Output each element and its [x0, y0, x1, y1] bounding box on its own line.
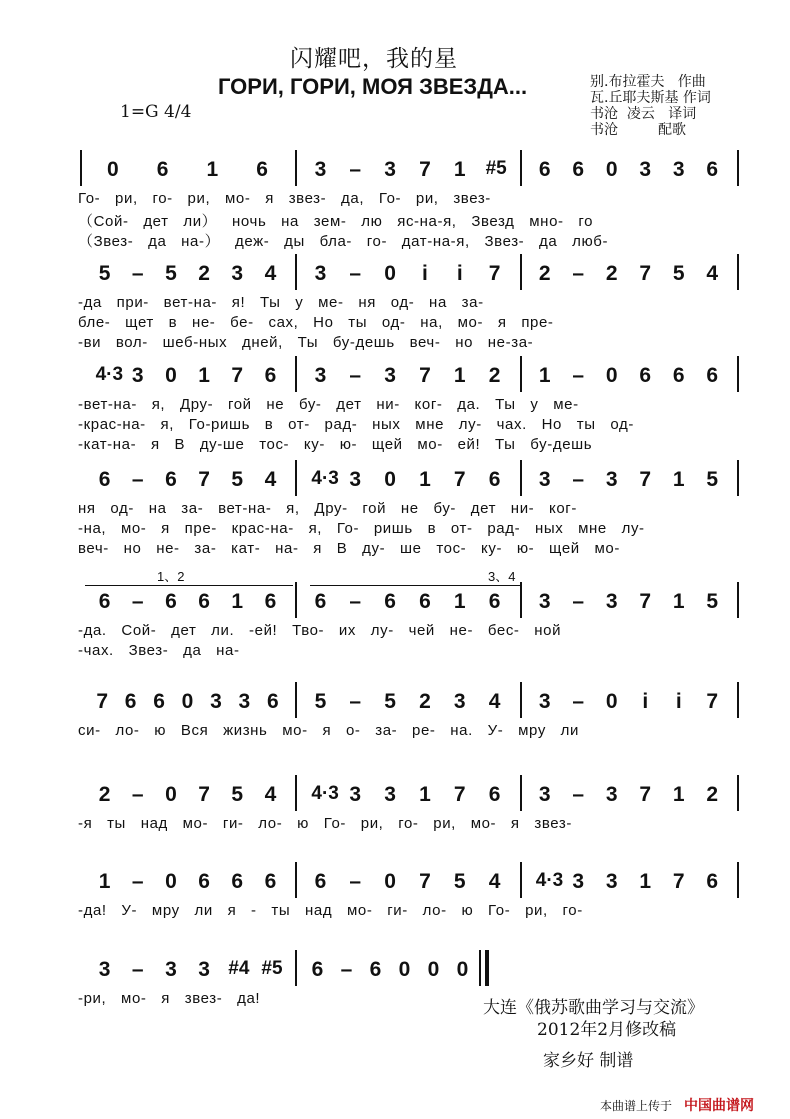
note: i: [456, 262, 463, 285]
note: 5: [314, 690, 327, 713]
note: 0: [456, 958, 469, 981]
note: 5: [706, 590, 719, 613]
note: –: [572, 690, 585, 713]
note: 6: [264, 364, 277, 387]
note: 4: [488, 690, 501, 713]
lyric-line: [0, 190, 790, 210]
barline: [520, 862, 522, 898]
note: 1: [672, 590, 685, 613]
note: 3: [538, 590, 551, 613]
note: 7: [488, 262, 501, 285]
note: 3: [605, 870, 618, 893]
note: 6: [98, 590, 111, 613]
lyric-line: [0, 540, 790, 560]
note: 6: [488, 783, 501, 806]
note: 3: [605, 590, 618, 613]
barline: [485, 950, 489, 986]
note: i: [421, 262, 428, 285]
note: 0: [605, 690, 618, 713]
note: 6: [264, 590, 277, 613]
note: 2: [419, 690, 431, 713]
note: 4: [706, 262, 719, 285]
note: 6: [639, 364, 652, 387]
note: 6: [572, 158, 585, 181]
lyric-text: -ри, мо- я звез- да!: [78, 990, 261, 1007]
note: 3: [198, 958, 210, 981]
note: 6: [198, 870, 210, 893]
barline: [295, 582, 297, 618]
note: 1: [419, 468, 431, 491]
credit-line: 别.布拉霍夫 作曲: [590, 74, 706, 90]
note: –: [572, 468, 585, 491]
notation-row: [0, 468, 790, 494]
note: 3: [453, 690, 466, 713]
note: #5: [261, 958, 283, 979]
note: 3: [314, 364, 327, 387]
note: 6: [672, 364, 685, 387]
lyric-line: [0, 314, 790, 334]
lyric-line: [0, 520, 790, 540]
volta-2-line: [310, 585, 520, 588]
note: 3: [314, 158, 327, 181]
note: 1: [98, 870, 111, 893]
note: 0: [165, 364, 177, 387]
note: 4·3: [311, 783, 339, 804]
note: 6: [706, 364, 719, 387]
notation-row: [0, 364, 790, 390]
barline: [520, 356, 522, 392]
note: 6: [124, 690, 137, 713]
note: 6: [153, 690, 165, 713]
lyric-text: -вет-на- я, Дру- гой не бу- дет ни- ког- да. Ты у ме-: [78, 396, 579, 413]
volta-2-label: 3、4: [488, 569, 516, 584]
barline: [737, 460, 739, 496]
note: –: [131, 262, 144, 285]
barline: [520, 150, 522, 186]
credit-line: 书沧 凌云 译词: [590, 106, 697, 122]
lyric-text: -да! У- мру ли я - ты над мо- ги- ло- ю Го- ри, го-: [78, 902, 583, 919]
lyric-line: [0, 722, 790, 742]
note: 3: [384, 364, 396, 387]
lyric-line: [0, 815, 790, 835]
barline: [295, 150, 297, 186]
note: 3: [131, 364, 144, 387]
notation-row: [0, 783, 790, 809]
note: 3: [605, 468, 618, 491]
note: 2: [198, 262, 210, 285]
barline: [520, 582, 522, 618]
lyric-line: [0, 294, 790, 314]
barline: [737, 150, 739, 186]
note: 4·3: [311, 468, 339, 489]
note: 4·3: [95, 364, 124, 385]
barline: [295, 682, 297, 718]
upload-note: 本曲谱上传于: [600, 1099, 673, 1113]
note: 1: [453, 590, 466, 613]
note: 2: [706, 783, 719, 806]
note: 7: [706, 690, 719, 713]
note: 0: [107, 158, 119, 181]
lyric-line: [0, 642, 790, 662]
note: 1: [453, 158, 466, 181]
lyric-line: [0, 622, 790, 642]
volta-1-line: [85, 585, 293, 588]
note: 4: [264, 468, 277, 491]
barline: [737, 775, 739, 811]
footer-maker: 家乡好 制谱: [543, 1051, 634, 1071]
note: –: [349, 590, 362, 613]
lyric-text: -ви вол- шеб-ных дней, Ты бу-дешь веч- но не-за-: [78, 334, 534, 351]
note: 7: [96, 690, 109, 713]
note: 5: [165, 262, 177, 285]
lyric-text: бле- щет в не- бе- сах, Но ты од- на, мо- я пре-: [78, 314, 554, 331]
note: 0: [384, 262, 396, 285]
barline: [520, 775, 522, 811]
note: 0: [384, 870, 396, 893]
note: 4: [264, 262, 277, 285]
notation-row: [0, 958, 790, 984]
barline: [295, 460, 297, 496]
note: 7: [672, 870, 685, 893]
lyric-line: [0, 902, 790, 922]
note: –: [572, 364, 585, 387]
key-signature: 1=G 4/4: [120, 102, 192, 122]
note: –: [572, 590, 585, 613]
barline: [520, 682, 522, 718]
lyric-text: -крас-на- я, Го-ришь в от- рад- ных мне лу- чах. Но ты од-: [78, 416, 634, 433]
note: 2: [488, 364, 501, 387]
note: 3: [349, 783, 362, 806]
note: 7: [639, 783, 652, 806]
note: 6: [538, 158, 551, 181]
note: 3: [384, 158, 396, 181]
note: 6: [156, 158, 169, 181]
barline: [737, 682, 739, 718]
barline: [295, 775, 297, 811]
barline: [295, 950, 297, 986]
notation-row: [0, 590, 790, 616]
note: 4: [488, 870, 501, 893]
lyric-text: -да при- вет-на- я! Ты у ме- ня од- на за-: [78, 294, 484, 311]
note: 6: [165, 590, 177, 613]
lyric-text: （Сой- дет ли） ночь на зем- лю яс-на-я, Звезд мно- го: [78, 213, 594, 230]
note: 3: [238, 690, 251, 713]
lyric-text: -чах. Звез- да на-: [78, 642, 240, 659]
note: 7: [231, 364, 244, 387]
lyric-line: [0, 436, 790, 456]
note: 7: [639, 262, 652, 285]
note: 3: [538, 468, 551, 491]
note: 7: [419, 158, 431, 181]
note: 3: [349, 468, 362, 491]
lyric-line: [0, 334, 790, 354]
barline: [737, 356, 739, 392]
note: 1: [672, 468, 685, 491]
footer-date: 2012年2月修改稿: [537, 1020, 677, 1040]
note: i: [675, 690, 682, 713]
note: 5: [231, 783, 244, 806]
note: 6: [314, 590, 327, 613]
note: 0: [384, 468, 396, 491]
note: 1: [538, 364, 551, 387]
lyric-text: Го- ри, го- ри, мо- я звез- да, Го- ри, звез-: [78, 190, 491, 207]
note: 2: [98, 783, 111, 806]
volta-1-label: 1、2: [157, 569, 185, 584]
title-chinese: 闪耀吧，我的星: [290, 46, 458, 72]
note: 2: [605, 262, 618, 285]
lyric-line: [0, 416, 790, 436]
note: 3: [605, 783, 618, 806]
note: 7: [639, 468, 652, 491]
note: –: [131, 468, 144, 491]
note: 6: [266, 690, 279, 713]
note: 5: [706, 468, 719, 491]
lyric-text: си- ло- ю Вся жизнь мо- я о- за- ре- на. У- мру ли: [78, 722, 580, 739]
note: 0: [427, 958, 440, 981]
note: 0: [181, 690, 194, 713]
note: 7: [639, 590, 652, 613]
note: 1: [198, 364, 210, 387]
notation-row: [0, 158, 790, 184]
note: –: [131, 958, 144, 981]
note: –: [572, 783, 585, 806]
note: 3: [314, 262, 327, 285]
lyric-line: [0, 396, 790, 416]
note: –: [349, 158, 362, 181]
note: 7: [419, 870, 431, 893]
note: –: [349, 870, 362, 893]
credit-line: 书沧 配歌: [590, 122, 687, 138]
note: 6: [384, 590, 396, 613]
site-logo[interactable]: 中国曲谱网: [684, 1097, 754, 1113]
note: 0: [605, 364, 618, 387]
note: 6: [314, 870, 327, 893]
note: 5: [453, 870, 466, 893]
final-barline-thin: [479, 950, 481, 986]
note: 6: [256, 158, 268, 181]
barline: [520, 254, 522, 290]
note: 6: [706, 158, 719, 181]
note: 6: [198, 590, 210, 613]
lyric-text: -на, мо- я пре- крас-на- я, Го- ришь в от- рад- ных мне лу-: [78, 520, 645, 537]
note: 3: [538, 783, 551, 806]
notation-row: [0, 690, 790, 716]
note: 1: [639, 870, 652, 893]
note: 3: [672, 158, 685, 181]
note: 7: [198, 468, 210, 491]
note: –: [340, 958, 353, 981]
note: 6: [98, 468, 111, 491]
note: 2: [538, 262, 551, 285]
note: 0: [165, 870, 177, 893]
lyric-text: （Звез- да на-） деж- ды бла- го- дат-на-я, Звез- да люб-: [78, 233, 609, 250]
note: 3: [572, 870, 585, 893]
note: 7: [453, 783, 466, 806]
lyric-line: [0, 210, 790, 230]
lyric-text: -кат-на- я В ду-ше тос- ку- ю- щей мо- ей! Ты бу-дешь: [78, 436, 593, 453]
note: 1: [231, 590, 244, 613]
note: 6: [706, 870, 719, 893]
note: 4: [264, 783, 277, 806]
notation-row: [0, 870, 790, 896]
footer-source: 大连《俄苏歌曲学习与交流》: [483, 998, 704, 1018]
note: 0: [398, 958, 411, 981]
note: 3: [231, 262, 244, 285]
note: 6: [419, 590, 431, 613]
barline: [295, 862, 297, 898]
note: –: [349, 364, 362, 387]
note: i: [642, 690, 649, 713]
note: 5: [384, 690, 396, 713]
note: 0: [605, 158, 618, 181]
note: 6: [165, 468, 177, 491]
barline: [737, 254, 739, 290]
note: –: [349, 690, 362, 713]
note: 7: [419, 364, 431, 387]
note: 7: [453, 468, 466, 491]
note: 1: [206, 158, 219, 181]
note: 1: [672, 783, 685, 806]
lyric-text: веч- но не- за- кат- на- я В ду- ше тос- ку- ю- щей мо-: [78, 540, 620, 557]
notation-row: [0, 262, 790, 288]
note: 5: [672, 262, 685, 285]
note: 6: [488, 468, 501, 491]
note: 3: [538, 690, 551, 713]
credits: [590, 74, 711, 138]
note: 6: [231, 870, 244, 893]
lyric-line: [0, 500, 790, 520]
barline: [295, 356, 297, 392]
note: –: [131, 870, 144, 893]
note: 1: [453, 364, 466, 387]
lyric-text: ня од- на за- вет-на- я, Дру- гой не бу- дет ни- ког-: [78, 500, 577, 517]
note: 6: [264, 870, 277, 893]
note: 7: [198, 783, 210, 806]
note: 3: [98, 958, 111, 981]
barline: [737, 582, 739, 618]
note: 0: [165, 783, 177, 806]
lyric-text: -да. Сой- дет ли. -ей! Тво- их лу- чей не- бес- ной: [78, 622, 562, 639]
note: 3: [165, 958, 177, 981]
note: 3: [210, 690, 222, 713]
note: 3: [384, 783, 396, 806]
credit-line: 瓦.丘耶夫斯基 作词: [590, 90, 711, 106]
barline: [295, 254, 297, 290]
note: 4·3: [535, 870, 564, 891]
note: 5: [231, 468, 244, 491]
title-russian: ГОРИ, ГОРИ, МОЯ ЗВЕЗДА...: [218, 74, 528, 99]
note: –: [131, 783, 144, 806]
note: –: [572, 262, 585, 285]
barline: [80, 150, 82, 186]
note: 6: [311, 958, 324, 981]
note: 6: [488, 590, 501, 613]
lyric-line: [0, 230, 790, 250]
barline: [520, 460, 522, 496]
barline: [737, 862, 739, 898]
note: –: [131, 590, 144, 613]
note: –: [349, 262, 362, 285]
note: 1: [419, 783, 431, 806]
lyric-text: -я ты над мо- ги- ло- ю Го- ри, го- ри, мо- я звез-: [78, 815, 572, 832]
note: 6: [369, 958, 382, 981]
note: 3: [639, 158, 652, 181]
note: 5: [98, 262, 111, 285]
note: #5: [485, 158, 507, 179]
note: #4: [228, 958, 250, 979]
